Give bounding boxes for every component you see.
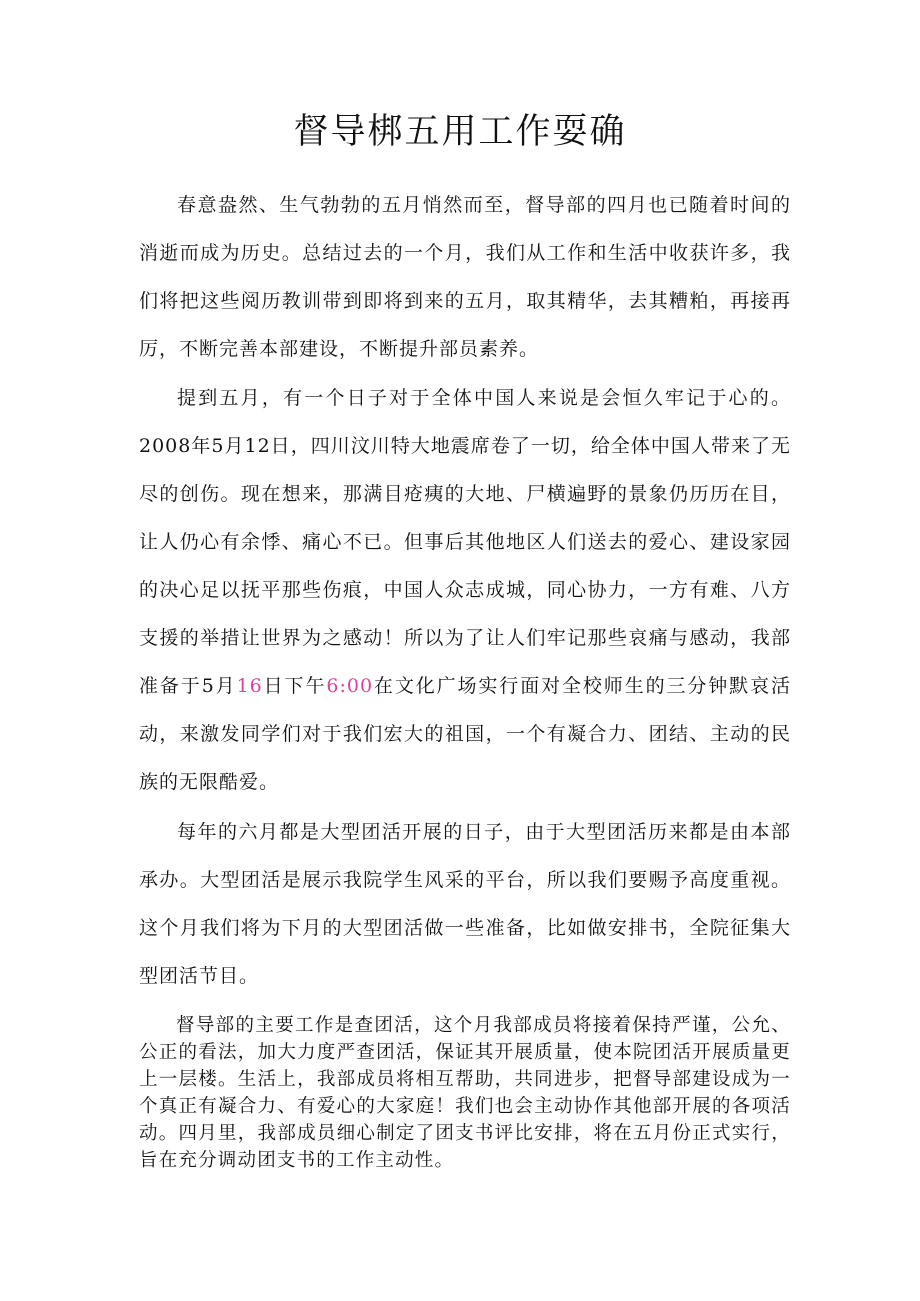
paragraph-1: 春意盎然、生气勃勃的五月悄然而至，督导部的四月也已随着时间的消逝而成为历史。总结过去的一个月，我们从工作和生活中收获许多，我们将把这些阅历教训带到即将到来的五月，取其精华，去其糟粕，再接再厉，不断完善本部建设，不断提升部员素养。 — [139, 194, 791, 360]
paragraph-3: 每年的六月都是大型团活开展的日子，由于大型团活历来都是由本部承办。大型团活是展示我院学生风采的平台，所以我们要赐予高度重视。这个月我们将为下月的大型团活做一些准备，比如做安排书，全院征集大型团活节目。 — [139, 821, 791, 987]
paragraph-2-text-before: 提到五月，有一个日子对于全体中国人来说是会恒久牢记于心的。2008年5月12日，四川汶川特大地震席卷了一切，给全体中国人带来了无尽的创伤。现在想来，那满目疮痍的大地、尸横遍野的景象仍历历在目，让人仍心有余悸、痛心不已。但事后其他地区人们送去的爱心、建设家园的决心足以抚平那些伤痕，中国人众志成城，同心协力，一方有难、八方支援的举措让世界为之感动！所以为了让人们牢记那些哀痛与感动，我部准备于5月 — [139, 387, 791, 697]
highlighted-time: 6:00 — [326, 675, 374, 697]
highlighted-date: 16 — [236, 675, 263, 697]
paragraph-4: 督导部的主要工作是查团活，这个月我部成员将接着保持严谨，公允、公正的看法，加大力度严查团活，保证其开展质量，使本院团活开展质量更上一层楼。生活上，我部成员将相互帮助，共同进步，把督导部建设成为一个真正有凝合力、有爱心的大家庭！我们也会主动协作其他部开展的各项活动。四月里，我部成员细心制定了团支书评比安排，将在五月份正式实行，旨在充分调动团支书的工作主动性。 — [139, 1015, 791, 1171]
document-title: 督导梆五用工作耍确 — [293, 112, 627, 152]
paragraph-2-text-middle: 日下午 — [262, 675, 327, 697]
paragraph-2-text-after: 在文化广场实行面对全校师生的三分钟默哀活动，来激发同学们对于我们宏大的祖国，一个有凝合力、团结、主动的民族的无限酷爱。 — [139, 675, 791, 793]
paragraph-2 — [139, 374, 791, 806]
